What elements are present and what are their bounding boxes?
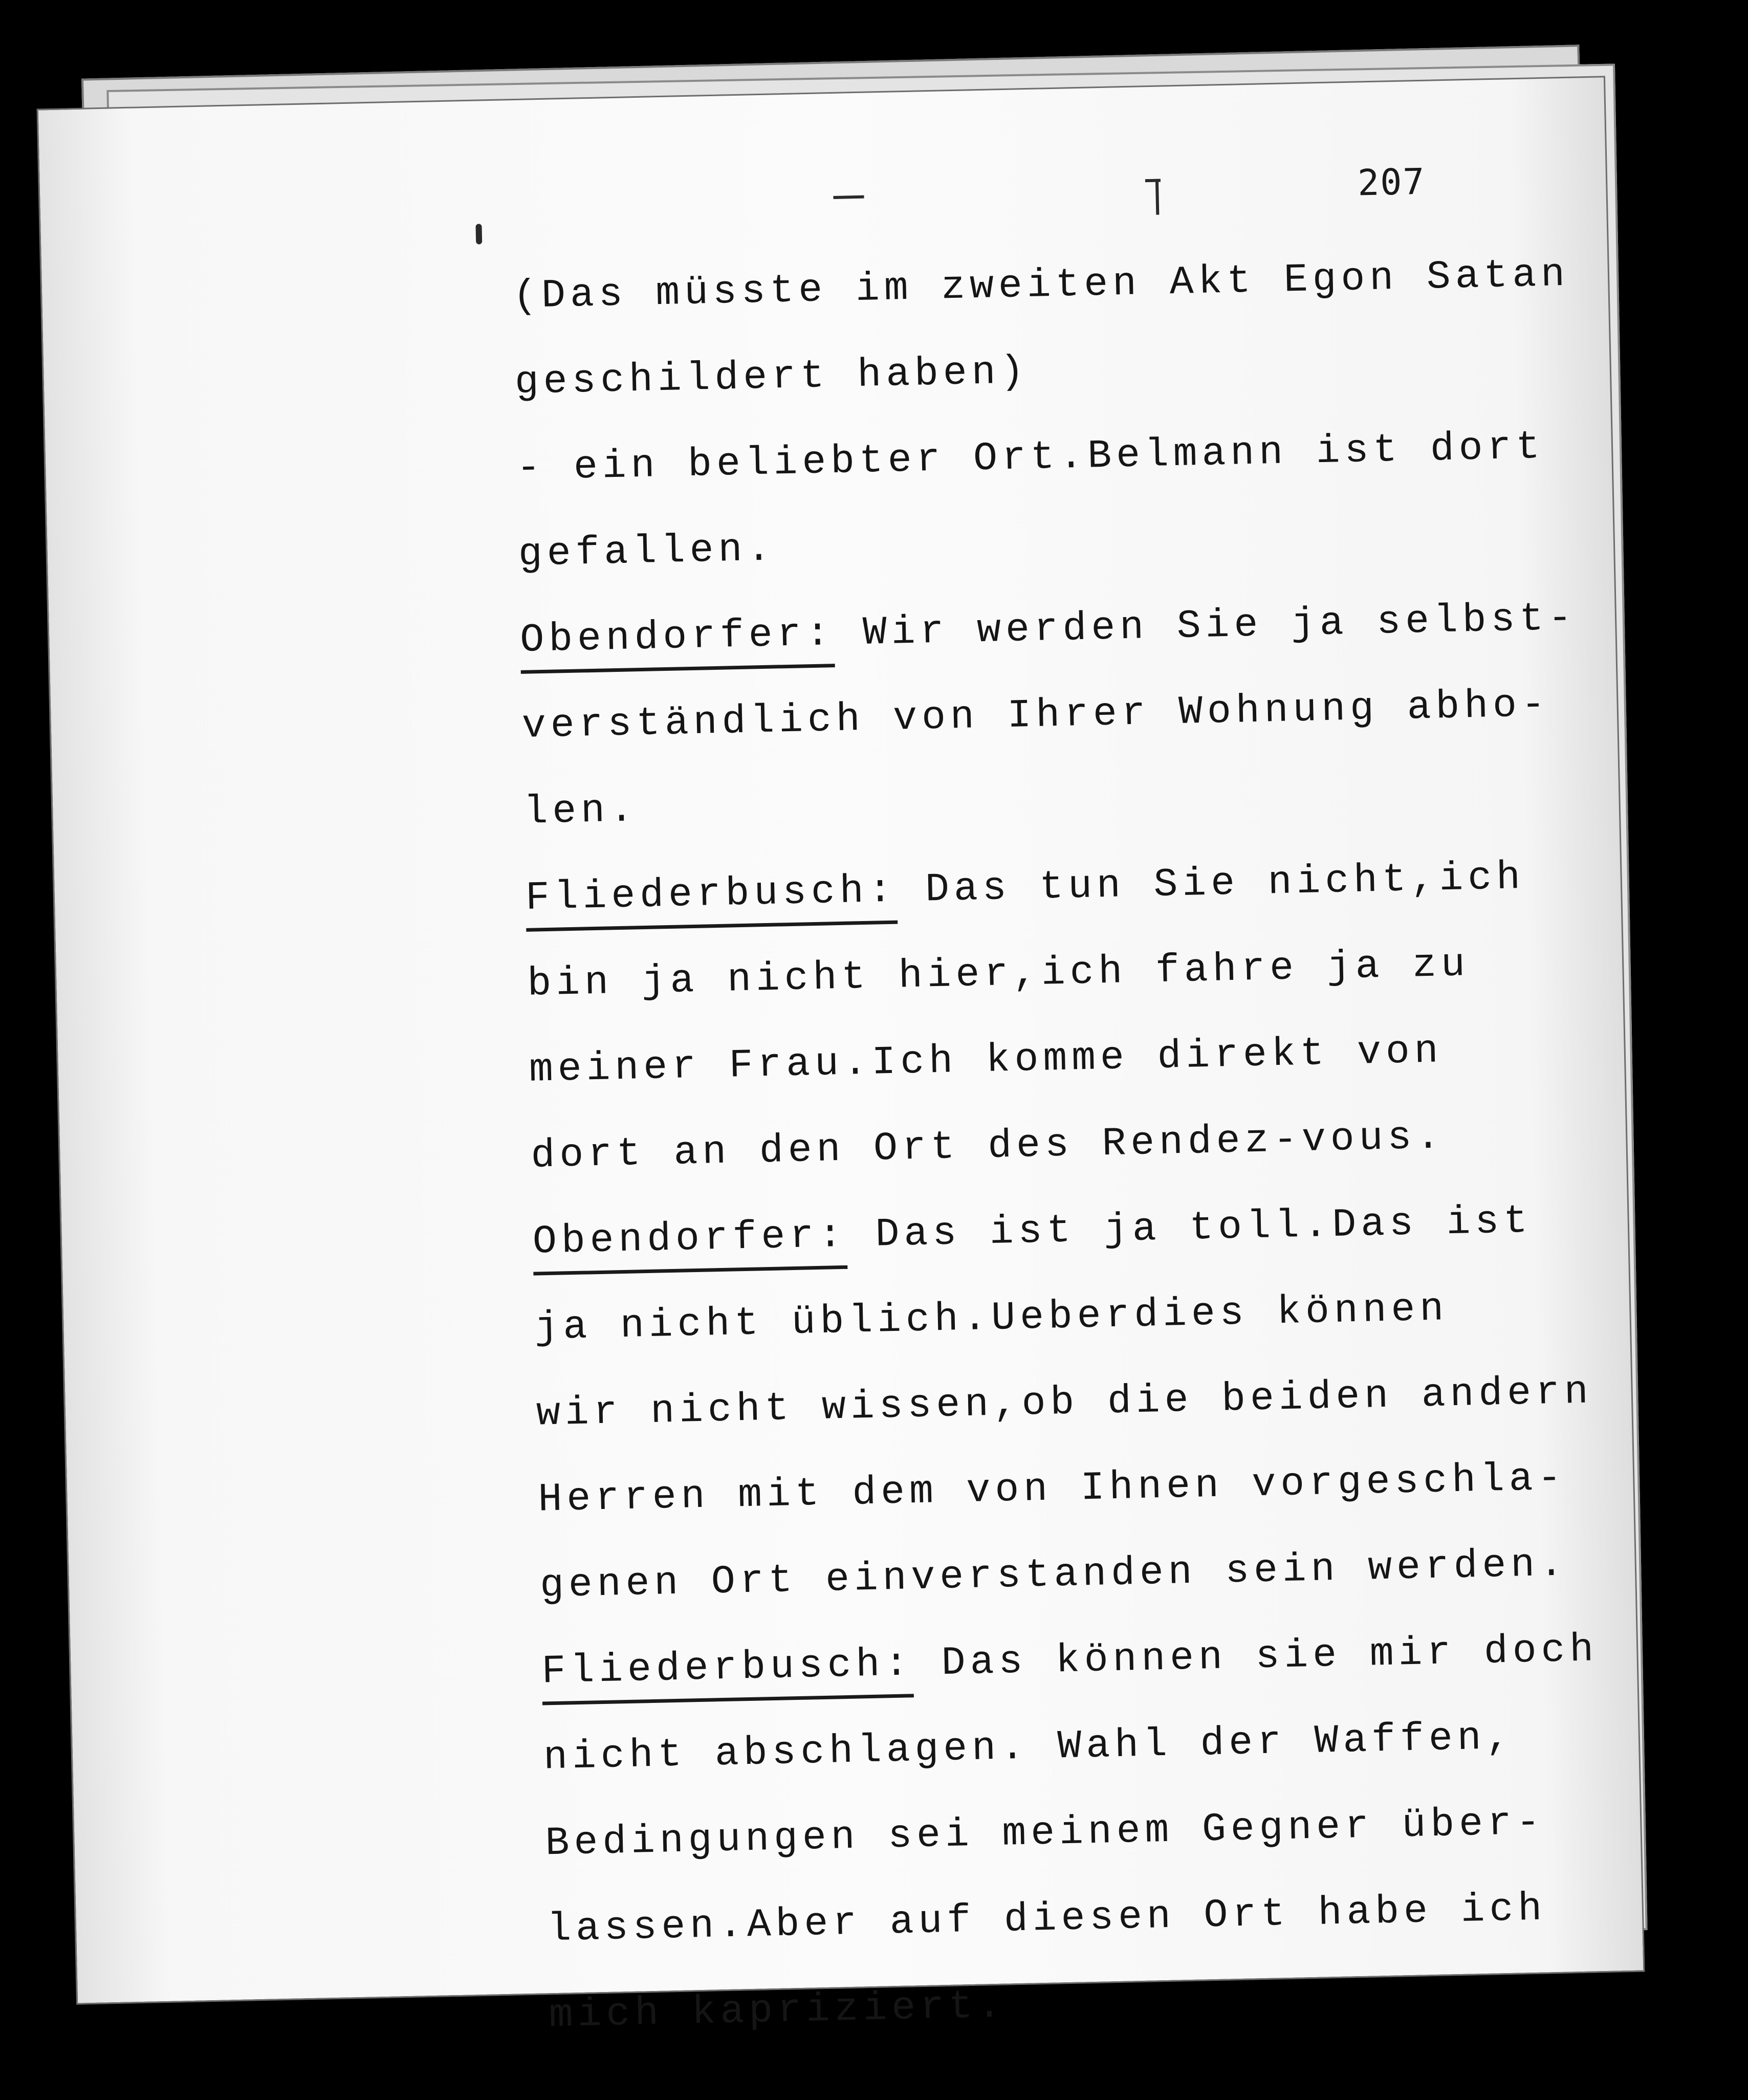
- line-text: meiner Frau.Ich komme direkt von: [529, 1029, 1444, 1093]
- line-text: ja nicht üblich.Ueberdies können: [534, 1286, 1449, 1351]
- line-text: genen Ort einverstanden sein werden.: [539, 1542, 1568, 1609]
- speaker-name: Fliederbusch:: [541, 1638, 914, 1705]
- stray-mark: [833, 195, 864, 199]
- line-text: Wir werden Sie ja selbst-: [862, 596, 1577, 656]
- line-text: Herren mit dem von Ihnen vorgeschla-: [537, 1456, 1567, 1523]
- line-text: len.: [523, 788, 639, 835]
- stray-mark: [475, 224, 482, 244]
- line-text: verständlich von Ihrer Wohnung abho-: [521, 682, 1550, 749]
- stray-mark: [1155, 179, 1159, 215]
- line-text: gefallen.: [518, 527, 776, 577]
- line-text: nicht abschlagen. Wahl der Waffen,: [543, 1715, 1515, 1781]
- line-text: Das können sie mir doch: [941, 1627, 1599, 1687]
- page-number: 207: [1357, 160, 1426, 204]
- typed-text: [512, 231, 1624, 2059]
- line-text: bin ja nicht hier,ich fahre ja zu: [527, 942, 1470, 1007]
- line-text: Bedingungen sei meinem Gegner über-: [544, 1800, 1545, 1867]
- typewritten-page: [37, 76, 1645, 2039]
- line-text: Das tun Sie nicht,ich: [925, 855, 1525, 913]
- line-text: - ein beliebter Ort.Belmann ist dort: [516, 424, 1545, 492]
- speaker-name: Obendorfer:: [532, 1210, 847, 1276]
- line-text: Das ist ja toll.Das ist: [875, 1198, 1533, 1258]
- speaker-name: Fliederbusch:: [525, 865, 898, 932]
- speaker-name: Obendorfer:: [519, 608, 835, 674]
- line-text: geschildert haben): [514, 349, 1030, 406]
- line-text: dort an den Ort des Rendez-vous.: [530, 1114, 1445, 1179]
- line-text: mich kapriziert.: [548, 1983, 1007, 2039]
- line-text: wir nicht wissen,ob die beiden andern: [536, 1369, 1593, 1437]
- line-text: lassen.Aber auf diesen Ort habe ich: [547, 1886, 1547, 1953]
- line-text: (Das müsste im zweiten Akt Egon Satan: [512, 252, 1570, 320]
